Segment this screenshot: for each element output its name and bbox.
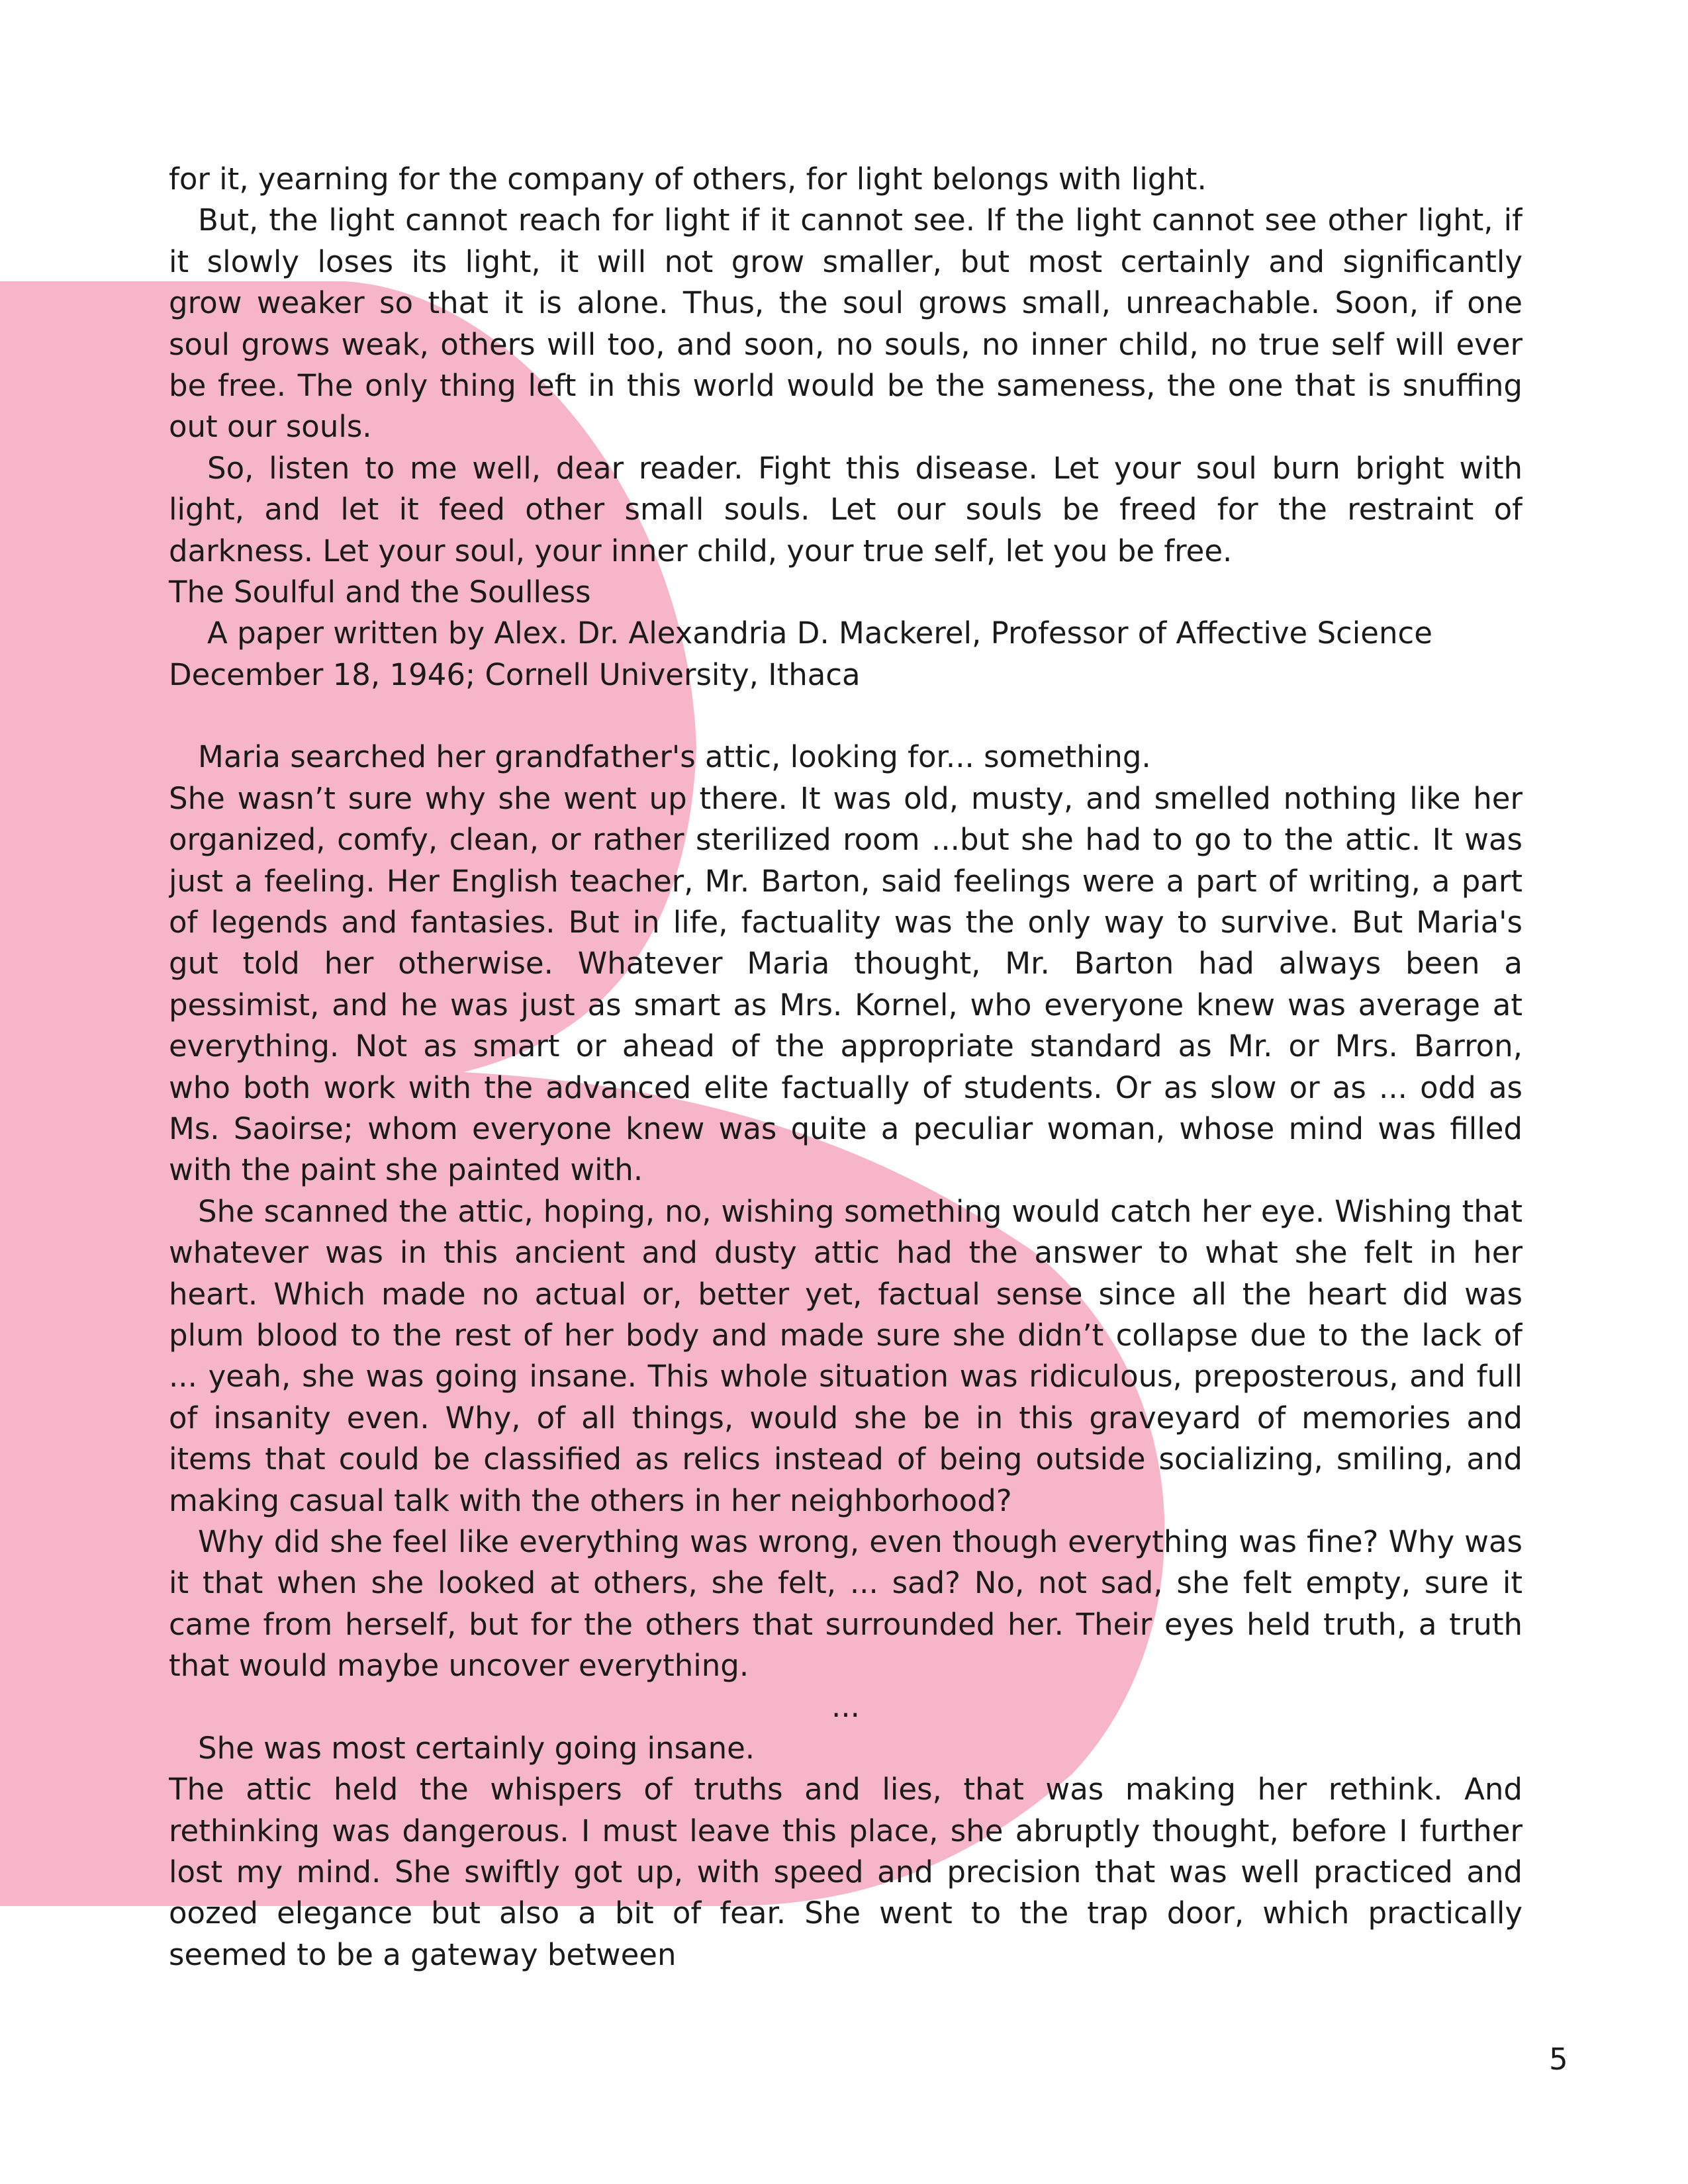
text-line: She scanned the attic, hoping, no, wishing something would catch her eye. Wishing that: [198, 1193, 1523, 1229]
paper-title: The Soulful and the Soulless: [169, 574, 591, 610]
text-line: seemed to be a gateway between: [169, 1936, 677, 1972]
text-line: pessimist, and he was just as smart as Mrs. Kornel, who everyone knew was average at: [169, 987, 1523, 1023]
text-line: She wasn’t sure why she went up there. It was old, musty, and smelled nothing like her: [169, 780, 1523, 816]
text-line: Maria searched her grandfather's attic, looking for... something.: [198, 739, 1151, 775]
text-line: light, and let it feed other small souls. Let our souls be freed for the restraint of: [169, 492, 1523, 527]
text-line: items that could be classified as relics instead of being outside socializing, smiling, and: [169, 1441, 1523, 1477]
text-line: darkness. Let your soul, your inner child, your true self, let you be free.: [169, 533, 1233, 569]
paper-byline: A paper written by Alex. Dr. Alexandria D. Mackerel, Professor of Affective Science: [207, 615, 1432, 651]
scene-break: ...: [831, 1689, 860, 1725]
page-number: 5: [1549, 2042, 1568, 2077]
text-line: lost my mind. She swiftly got up, with speed and precision that was well practiced and: [169, 1854, 1523, 1890]
text-line: grow weaker so that it is alone. Thus, the soul grows small, unreachable. Soon, if one: [169, 285, 1523, 321]
text-line: came from herself, but for the others that surrounded her. Their eyes held truth, a truth: [169, 1606, 1523, 1642]
blank-line: [169, 696, 1523, 737]
text-line: soul grows weak, others will too, and soon, no souls, no inner child, no true self will ever: [169, 326, 1523, 362]
body-text: [169, 159, 1523, 1976]
text-line: Why did she feel like everything was wrong, even though everything was fine? Why was: [198, 1524, 1523, 1559]
text-line: of insanity even. Why, of all things, would she be in this graveyard of memories and: [169, 1400, 1523, 1435]
text-line: with the paint she painted with.: [169, 1152, 643, 1188]
text-line: who both work with the advanced elite factually of students. Or as slow or as ... odd as: [169, 1069, 1523, 1105]
text-line: organized, comfy, clean, or rather sterilized room ...but she had to go to the attic. It was: [169, 822, 1523, 858]
text-line: oozed elegance but also a bit of fear. She went to the trap door, which practically: [169, 1895, 1523, 1931]
text-line: everything. Not as smart or ahead of the appropriate standard as Mr. or Mrs. Barron,: [169, 1028, 1523, 1064]
text-line: So, listen to me well, dear reader. Fight this disease. Let your soul burn bright with: [207, 450, 1523, 486]
text-line: ... yeah, she was going insane. This whole situation was ridiculous, preposterous, and full: [169, 1359, 1523, 1394]
text-line: The attic held the whispers of truths and lies, that was making her rethink. And: [169, 1772, 1523, 1807]
text-line: just a feeling. Her English teacher, Mr. Barton, said feelings were a part of writing, a part: [169, 863, 1523, 899]
text-line: plum blood to the rest of her body and made sure she didn’t collapse due to the lack of: [169, 1317, 1523, 1353]
text-line: gut told her otherwise. Whatever Maria thought, Mr. Barton had always been a: [169, 946, 1523, 981]
text-line: But, the light cannot reach for light if it cannot see. If the light cannot see other light, if: [198, 203, 1523, 238]
text-line: for it, yearning for the company of others, for light belongs with light.: [169, 161, 1207, 197]
text-line: be free. The only thing left in this world would be the sameness, the one that is snuffing: [169, 367, 1523, 403]
text-line: it that when she looked at others, she felt, ... sad? No, not sad, she felt empty, sure it: [169, 1565, 1523, 1601]
text-line: rethinking was dangerous. I must leave this place, she abruptly thought, before I further: [169, 1813, 1523, 1848]
text-line: that would maybe uncover everything.: [169, 1648, 749, 1684]
paper-date: December 18, 1946; Cornell University, Ithaca: [169, 657, 861, 692]
text-line: heart. Which made no actual or, better yet, factual sense since all the heart did was: [169, 1276, 1523, 1312]
text-line: whatever was in this ancient and dusty attic had the answer to what she felt in her: [169, 1235, 1523, 1271]
text-line: She was most certainly going insane.: [198, 1730, 755, 1766]
text-line: of legends and fantasies. But in life, factuality was the only way to survive. But Maria's: [169, 905, 1523, 940]
text-line: making casual talk with the others in her neighborhood?: [169, 1482, 1012, 1518]
text-line: Ms. Saoirse; whom everyone knew was quite a peculiar woman, whose mind was filled: [169, 1111, 1523, 1146]
text-line: it slowly loses its light, it will not grow smaller, but most certainly and significantly: [169, 244, 1523, 279]
text-line: out our souls.: [169, 409, 372, 445]
